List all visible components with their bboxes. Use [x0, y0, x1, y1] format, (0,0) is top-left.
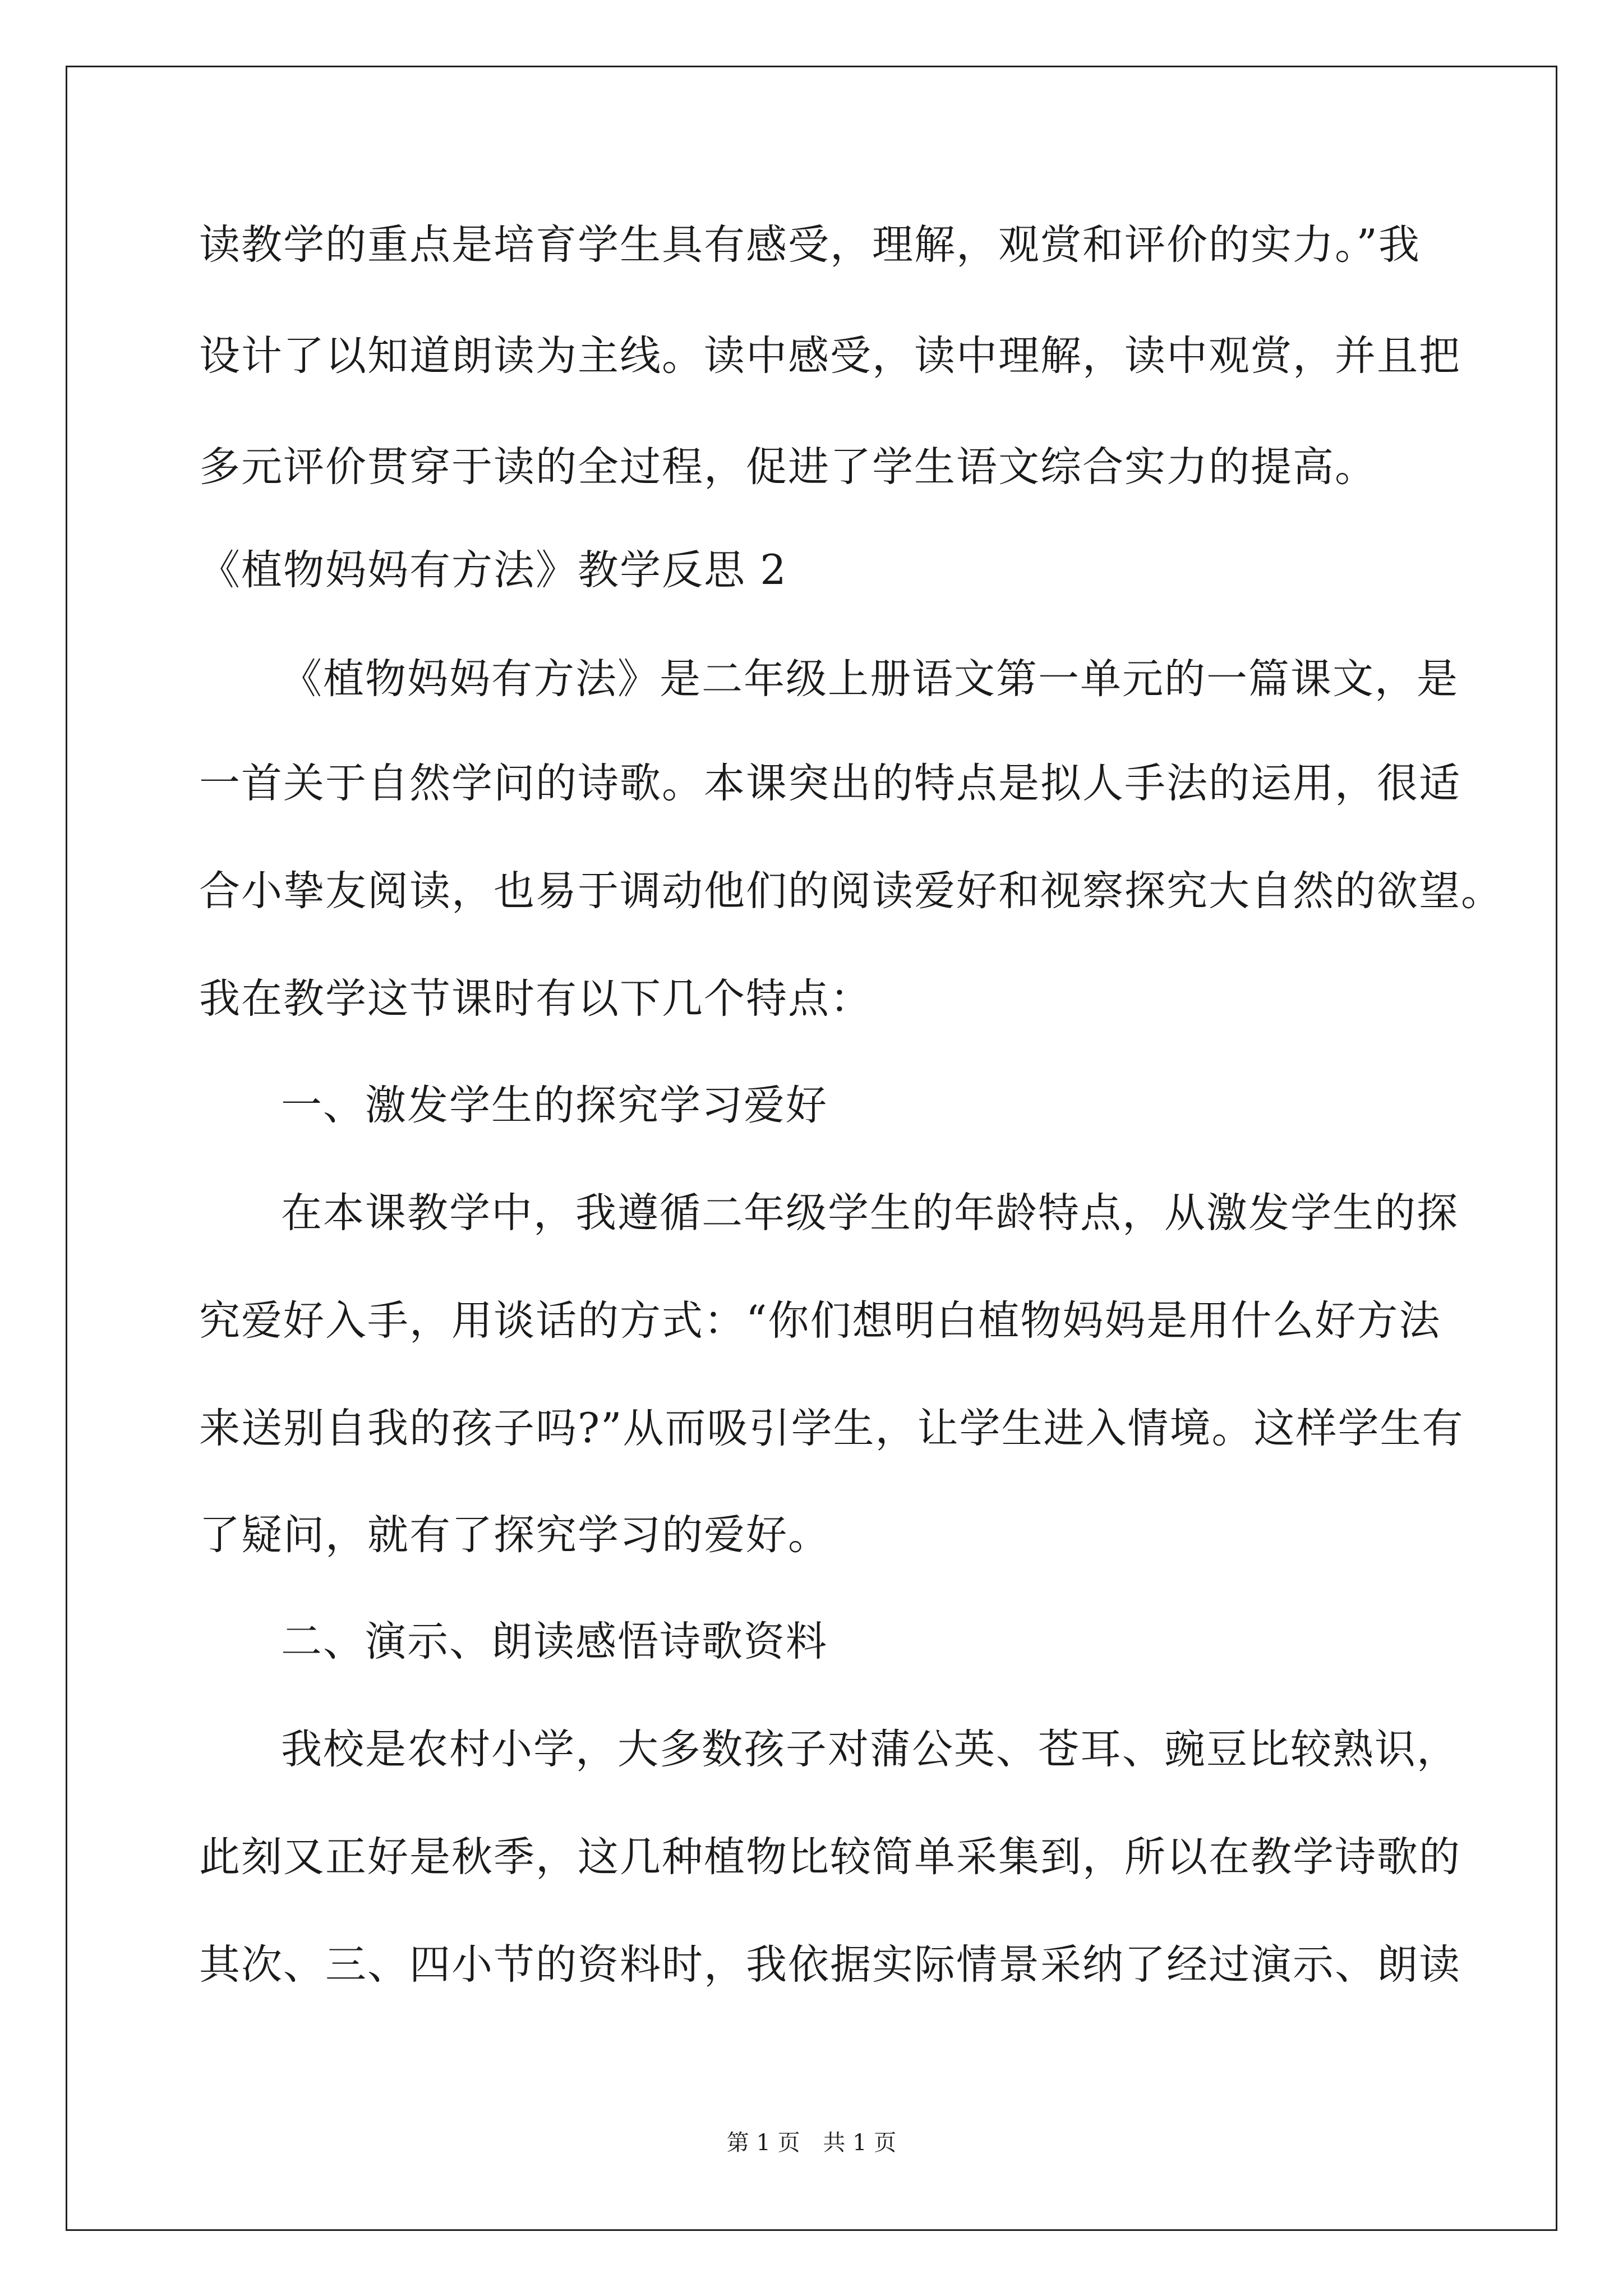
text-line: 来送别自我的孩子吗?”从而吸引学生，让学生进入情境。这样学生有 — [199, 1405, 1464, 1452]
text-line: 一首关于自然学问的诗歌。本课突出的特点是拟人手法的运用，很适 — [199, 760, 1461, 807]
text-line: 其次、三、四小节的资料时，我依据实际情景采纳了经过演示、朗读 — [199, 1941, 1461, 1989]
subheading: 二、演示、朗读感悟诗歌资料 — [281, 1618, 828, 1665]
text-line: 我在教学这节课时有以下几个特点： — [199, 975, 872, 1023]
text-line: 读教学的重点是培育学生具有感受，理解，观赏和评价的实力。”我 — [199, 221, 1421, 269]
text-line: 多元评价贯穿于读的全过程，促进了学生语文综合实力的提高。 — [199, 443, 1377, 491]
text-line: 究爱好入手，用谈话的方式：“你们想明白植物妈妈是用什么好方法 — [199, 1297, 1441, 1345]
subheading: 一、激发学生的探究学习爱好 — [281, 1082, 828, 1129]
text-line: 在本课教学中，我遵循二年级学生的年龄特点，从激发学生的探 — [281, 1189, 1459, 1237]
text-line: 设计了以知道朗读为主线。读中感受，读中理解，读中观赏，并且把 — [199, 332, 1461, 380]
text-line: 了疑问，就有了探究学习的爱好。 — [199, 1511, 830, 1559]
text-line: 《植物妈妈有方法》是二年级上册语文第一单元的一篇课文，是 — [281, 655, 1459, 703]
section-title: 《植物妈妈有方法》教学反思 2 — [199, 546, 787, 594]
page-total: 共 1 页 — [823, 2130, 897, 2156]
page-number: 第 1 页 — [726, 2130, 800, 2156]
text-line: 此刻又正好是秋季，这几种植物比较简单采集到，所以在教学诗歌的 — [199, 1833, 1461, 1881]
page-footer — [0, 2129, 1623, 2157]
page-frame — [66, 66, 1557, 2231]
text-line: 合小挚友阅读，也易于调动他们的阅读爱好和视察探究大自然的欲望。 — [199, 867, 1503, 915]
text-line: 我校是农村小学，大多数孩子对蒲公英、苍耳、豌豆比较熟识， — [281, 1726, 1459, 1773]
